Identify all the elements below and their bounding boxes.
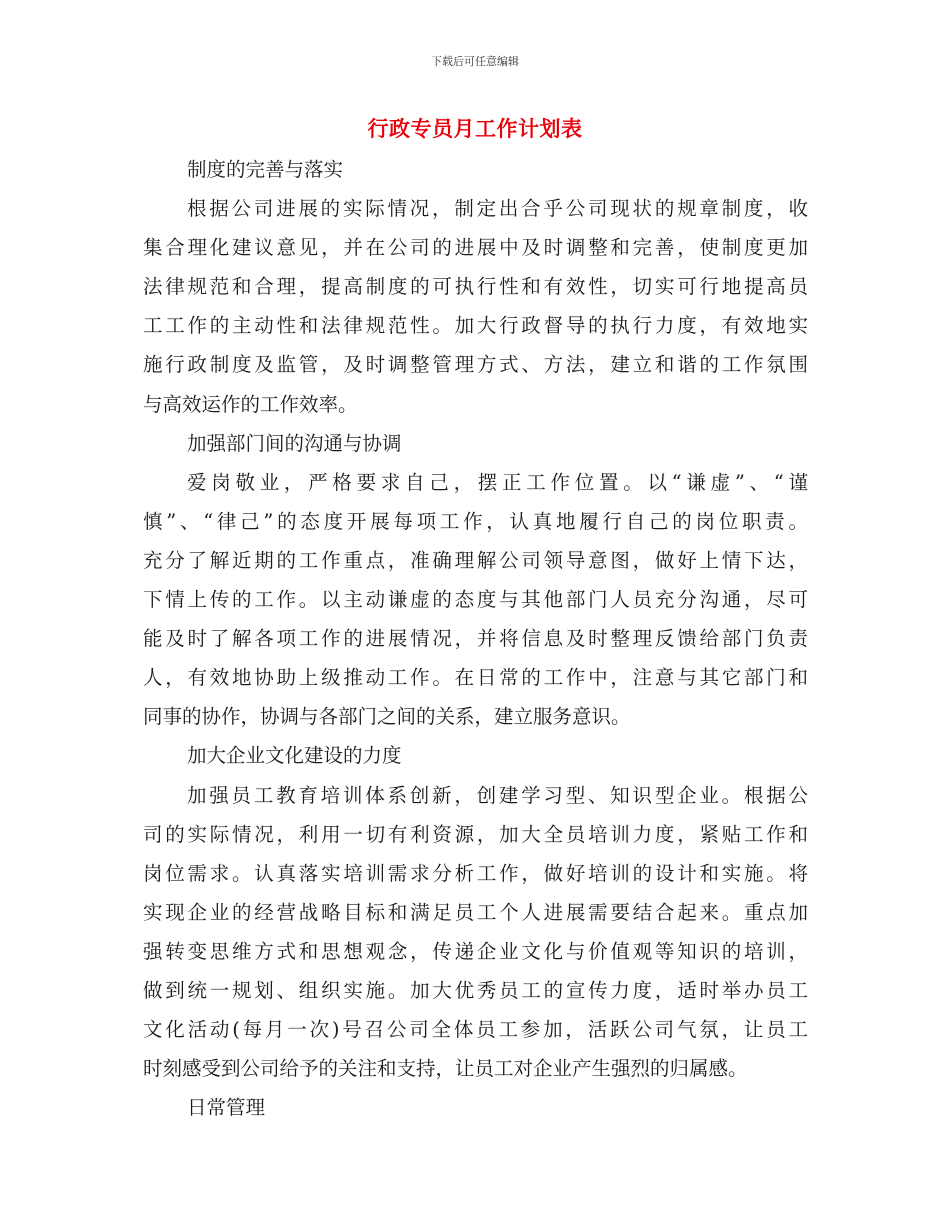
paragraph-line: 充分了解近期的工作重点，准确理解公司领导意图，做好上情下达， xyxy=(143,548,808,572)
paragraph-line: 法律规范和合理，提高制度的可执行性和有效性，切实可行地提高员 xyxy=(143,275,808,299)
paragraph-line: 与高效运作的工作效率。 xyxy=(143,392,358,416)
document-body xyxy=(143,150,808,1127)
paragraph-line: 集合理化建议意见，并在公司的进展中及时调整和完善，使制度更加 xyxy=(143,236,808,260)
section-paragraph xyxy=(143,776,808,1089)
paragraph-line: 司的实际情况，利用一切有利资源，加大全员培训力度，紧贴工作和 xyxy=(143,822,808,846)
section-heading: 日常管理 xyxy=(187,1096,266,1120)
paragraph-line: 工工作的主动性和法律规范性。加大行政督导的执行力度，有效地实 xyxy=(143,314,808,338)
paragraph-line: 施行政制度及监管，及时调整管理方式、方法，建立和谐的工作氛围 xyxy=(143,353,808,377)
paragraph-line: 文化活动(每月一次)号召公司全体员工参加，活跃公司气氛，让员工 xyxy=(143,1018,808,1042)
section-heading: 加大企业文化建设的力度 xyxy=(187,744,402,768)
paragraph-line: 下情上传的工作。以主动谦虚的态度与其他部门人员充分沟通，尽可 xyxy=(143,588,808,612)
header-note: 下载后可任意编辑 xyxy=(431,55,519,68)
document-title: 行政专员月工作计划表 xyxy=(367,117,583,141)
section-heading: 加强部门间的沟通与协调 xyxy=(187,431,402,455)
paragraph-line: 能及时了解各项工作的进展情况，并将信息及时整理反馈给部门负责 xyxy=(143,627,808,651)
paragraph-line: 岗位需求。认真落实培训需求分析工作，做好培训的设计和实施。将 xyxy=(143,861,808,885)
paragraph-line: 实现企业的经营战略目标和满足员工个人进展需要结合起来。重点加 xyxy=(143,900,808,924)
paragraph-line: 慎”、“律己”的态度开展每项工作，认真地履行自己的岗位职责。 xyxy=(143,509,808,533)
paragraph-line: 根据公司进展的实际情况，制定出合乎公司现状的规章制度，收 xyxy=(187,197,808,221)
paragraph-line: 加强员工教育培训体系创新，创建学习型、知识型企业。根据公 xyxy=(187,783,808,807)
paragraph-line: 时刻感受到公司给予的关注和支持，让员工对企业产生强烈的归属感。 xyxy=(143,1057,748,1081)
paragraph-line: 强转变思维方式和思想观念，传递企业文化与价值观等知识的培训， xyxy=(143,939,808,963)
paragraph-line: 爱岗敬业，严格要求自己，摆正工作位置。以“谦虚”、“谨 xyxy=(187,470,808,494)
section-paragraph xyxy=(143,463,808,737)
section-paragraph xyxy=(143,189,808,424)
paragraph-line: 人，有效地协助上级推动工作。在日常的工作中，注意与其它部门和 xyxy=(143,666,808,690)
section-heading: 制度的完善与落实 xyxy=(187,158,344,181)
paragraph-line: 同事的协作，协调与各部门之间的关系，建立服务意识。 xyxy=(143,705,631,729)
paragraph-line: 做到统一规划、组织实施。加大优秀员工的宣传力度，适时举办员工 xyxy=(143,978,808,1002)
